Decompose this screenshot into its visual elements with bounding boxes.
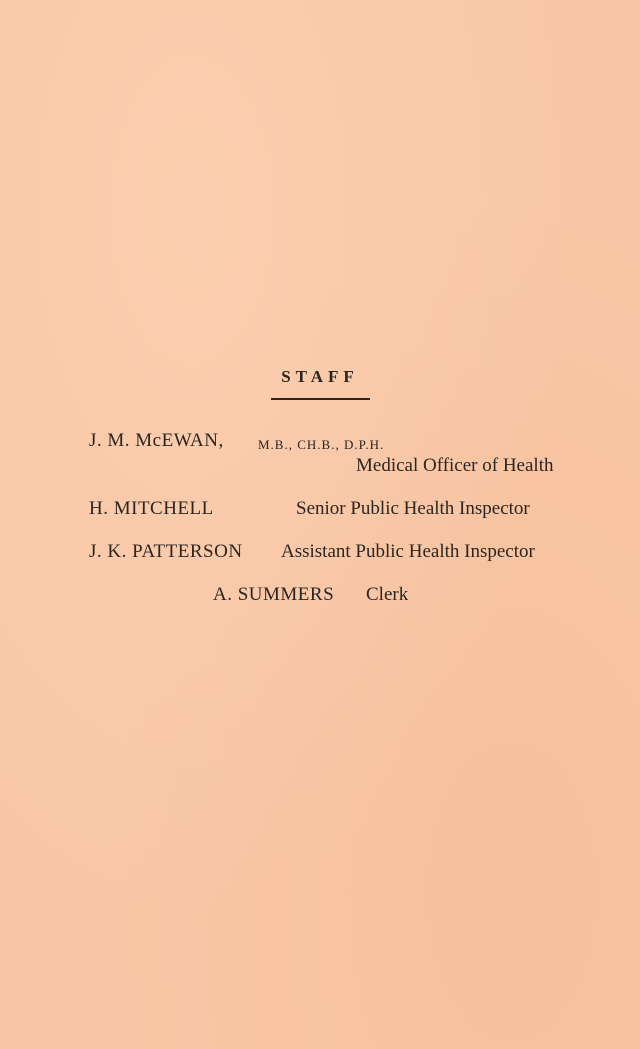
staff-role-3: Assistant Public Health Inspector bbox=[281, 541, 535, 562]
title-underline bbox=[271, 398, 370, 400]
staff-role-4: Clerk bbox=[366, 584, 409, 605]
staff-role-2: Senior Public Health Inspector bbox=[296, 498, 530, 519]
staff-role-1: Medical Officer of Health bbox=[356, 455, 554, 476]
page-title: STAFF bbox=[281, 367, 359, 386]
staff-name-3: J. K. PATTERSON bbox=[89, 541, 243, 562]
staff-qualifications-1: M.B., CH.B., D.P.H. bbox=[258, 437, 385, 452]
staff-name-2: H. MITCHELL bbox=[89, 498, 214, 519]
staff-name-4: A. SUMMERS bbox=[213, 584, 335, 605]
staff-name-1: J. M. McEWAN, bbox=[89, 430, 224, 451]
